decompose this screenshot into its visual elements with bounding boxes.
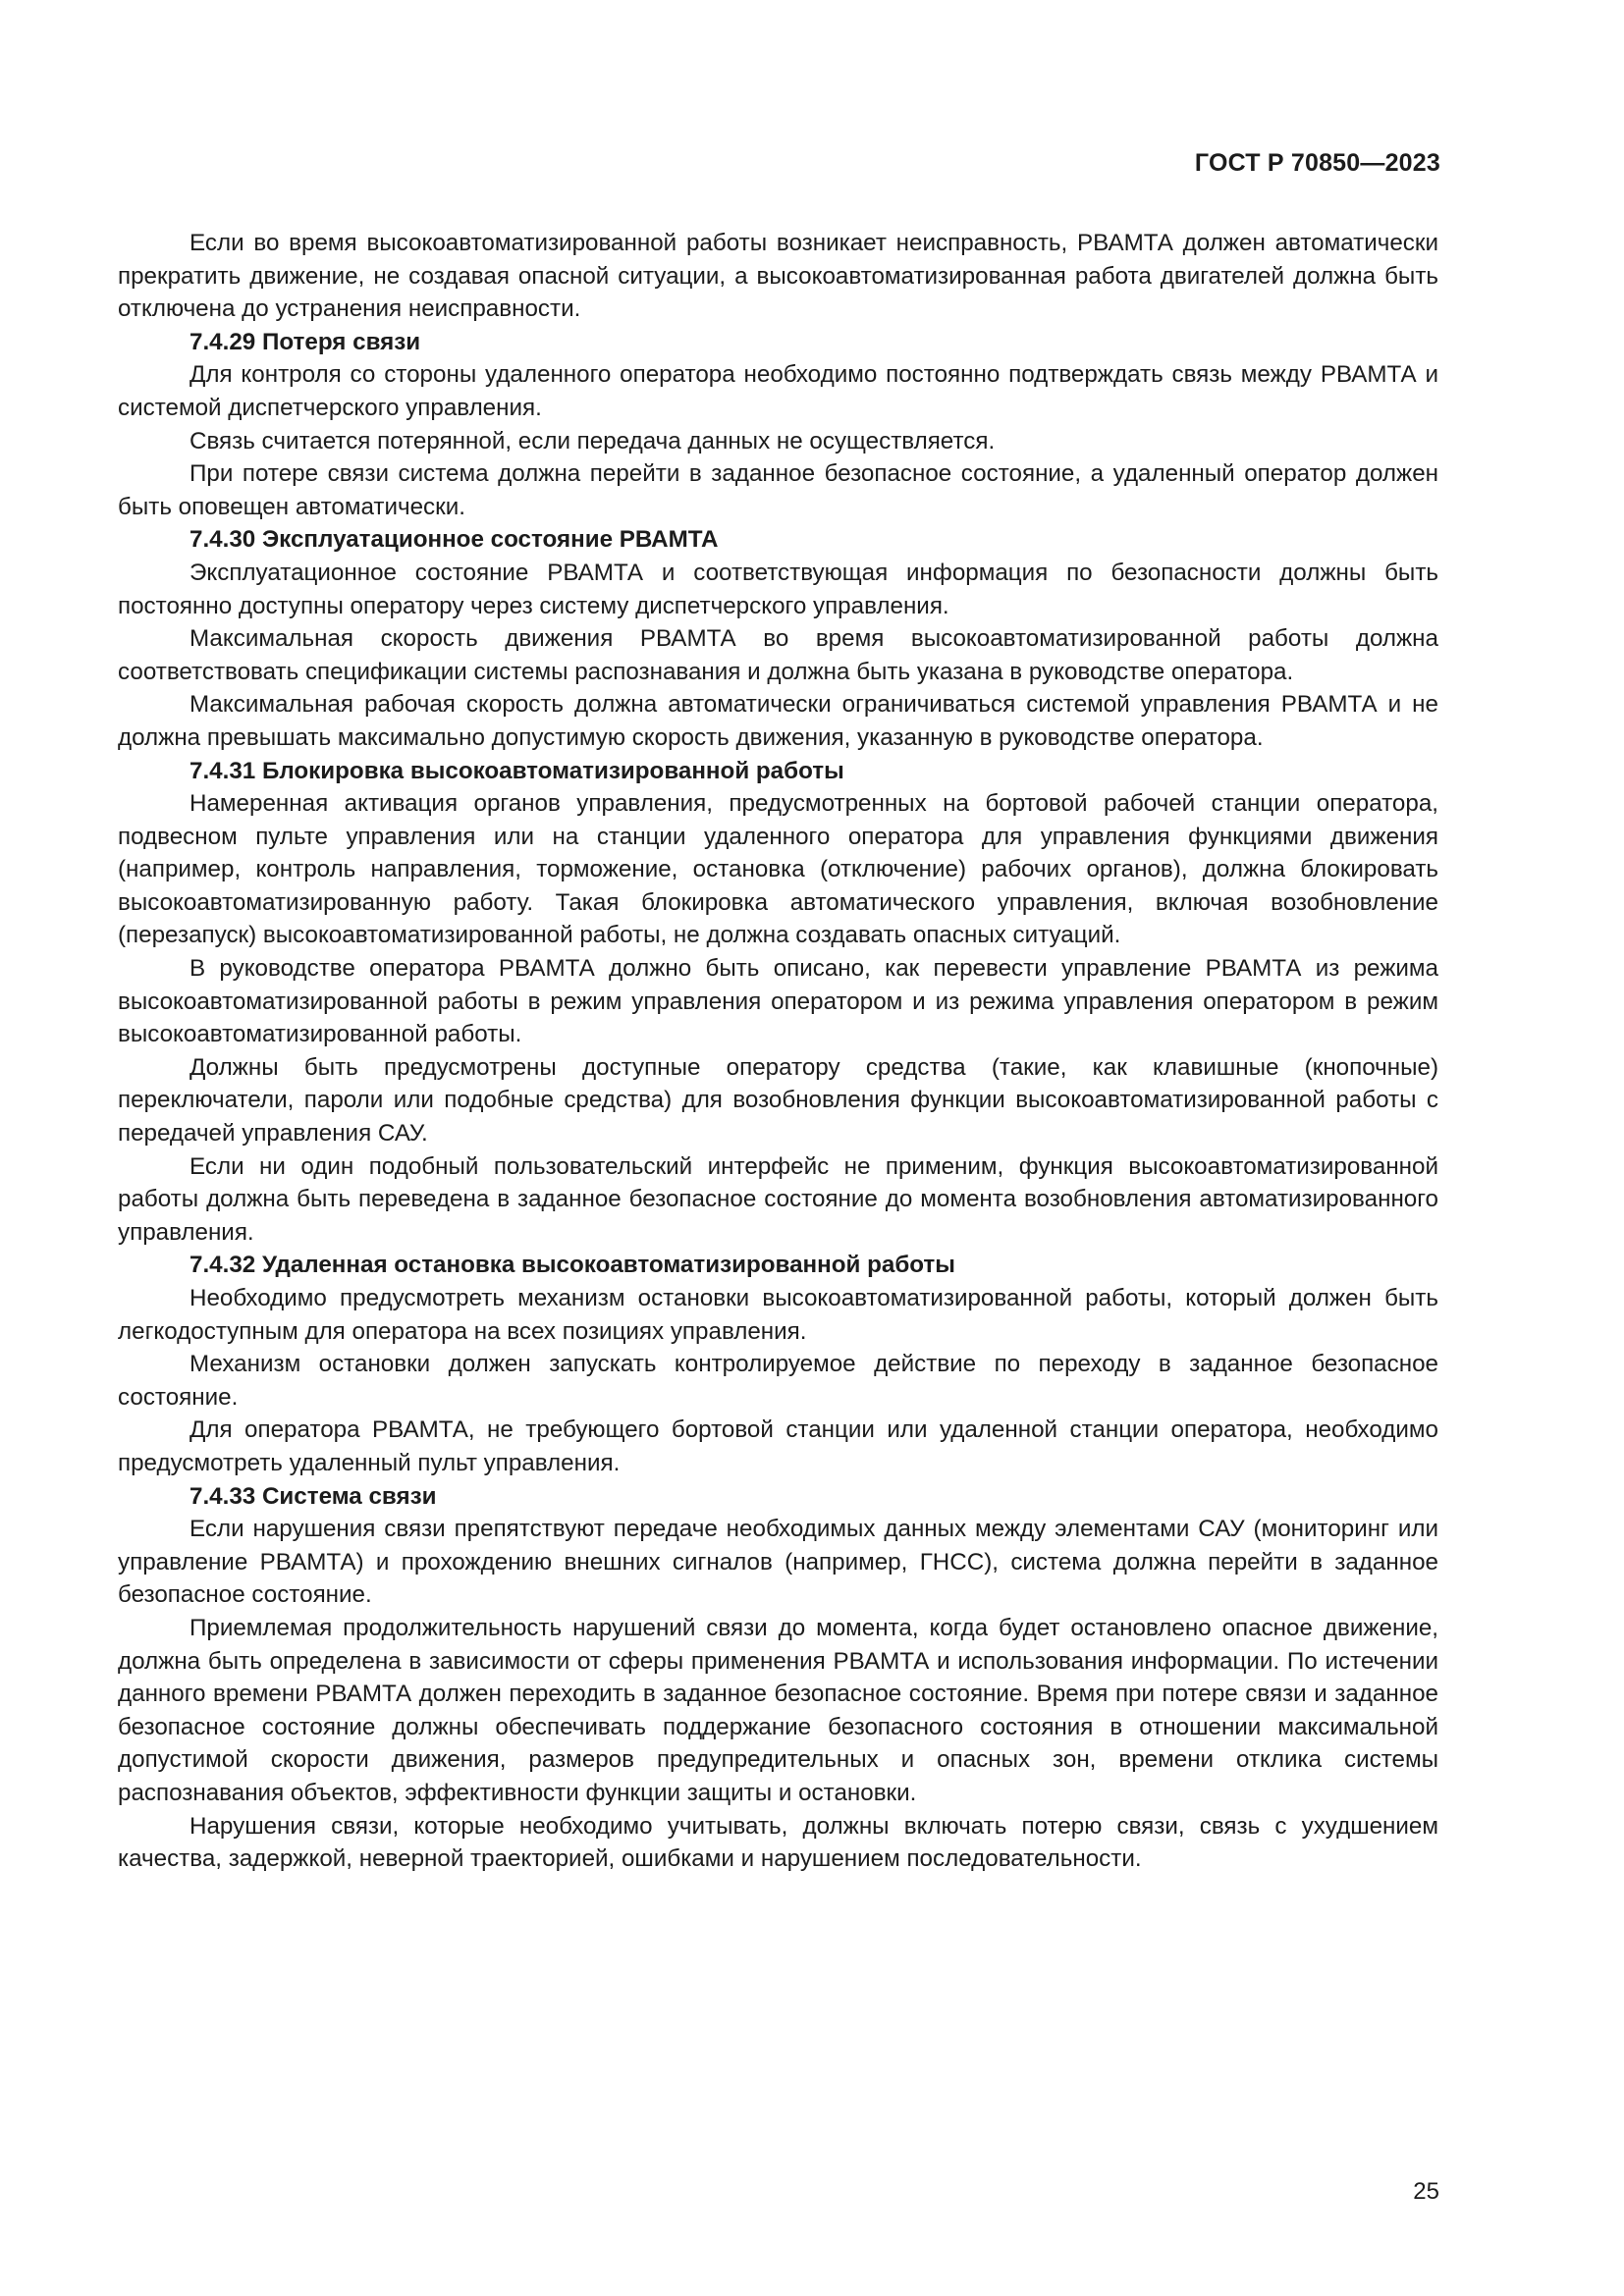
body-paragraph: Нарушения связи, которые необходимо учитывать, должны включать потерю связи, связь с ухудшением качества, задержкой, неверной траекторией, ошибками и нарушением последовательности.	[118, 1812, 1438, 1873]
section-heading: 7.4.32 Удаленная остановка высокоавтоматизированной работы	[189, 1252, 955, 1279]
section-heading: 7.4.31 Блокировка высокоавтоматизированной работы	[189, 757, 844, 784]
body-paragraph: Максимальная скорость движения РВАМТА во время высокоавтоматизированной работы должна соответствовать спецификации системы распознавания и должна быть указана в руководстве оператора.	[118, 625, 1438, 685]
body-paragraph: Должны быть предусмотрены доступные оператору средства (такие, как клавишные (кнопочные) переключатели, пароли или подобные средства) для возобновления функции высокоавтоматизированной работы с передачей управления САУ.	[118, 1053, 1438, 1148]
body-paragraph: Для оператора РВАМТА, не требующего бортовой станции или удаленной станции оператора, необходимо предусмотреть удаленный пульт управления.	[118, 1416, 1438, 1476]
section-heading: 7.4.33 Система связи	[189, 1482, 437, 1510]
body-paragraph: Механизм остановки должен запускать контролируемое действие по переходу в заданное безопасное состояние.	[118, 1351, 1438, 1411]
body-paragraph: Необходимо предусмотреть механизм остановки высокоавтоматизированной работы, который должен быть легкодоступным для оператора на всех позициях управления.	[118, 1285, 1438, 1345]
page-number: 25	[1413, 2178, 1439, 2205]
body-paragraph: Эксплуатационное состояние РВАМТА и соответствующая информация по безопасности должны быть постоянно доступны оператору через систему диспетчерского управления.	[118, 559, 1438, 619]
body-paragraph: Намеренная активация органов управления, предусмотренных на бортовой рабочей станции оператора, подвесном пульте управления или на станции удаленного оператора для управления функциями движения (например, контроль направления, торможение, остановка (отключение) рабочих органов), должна блокировать высокоавтоматизированную работу. Такая блокировка автоматического управления, включая возобновление (перезапуск) высокоавтоматизированной работы, не должна создавать опасных ситуаций.	[118, 790, 1438, 949]
body-paragraph: При потере связи система должна перейти в заданное безопасное состояние, а удаленный оператор должен быть оповещен автоматически.	[118, 460, 1438, 520]
body-paragraph: Для контроля со стороны удаленного оператора необходимо постоянно подтверждать связь между РВАМТА и системой диспетчерского управления.	[118, 361, 1438, 421]
body-paragraph: Максимальная рабочая скорость должна автоматически ограничиваться системой управления РВАМТА и не должна превышать максимально допустимую скорость движения, указанную в руководстве оператора.	[118, 691, 1438, 751]
document-body	[118, 227, 1438, 1876]
body-paragraph: Если во время высокоавтоматизированной работы возникает неисправность, РВАМТА должен автоматически прекратить движение, не создавая опасной ситуации, а высокоавтоматизированная работа двигателей должна быть отключена до устранения неисправности.	[118, 230, 1438, 323]
section-heading: 7.4.29 Потеря связи	[189, 328, 421, 355]
body-paragraph: Приемлемая продолжительность нарушений связи до момента, когда будет остановлено опасное движение, должна быть определена в зависимости от сферы применения РВАМТА и использования информации. По истечении данного времени РВАМТА должен переходить в заданное безопасное состояние. Время при потере связи и заданное безопасное состояние должны обеспечивать поддержание безопасного состояния в отношении максимальной допустимой скорости движения, размеров предупредительных и опасных зон, времени отклика системы распознавания объектов, эффективности функции защиты и остановки.	[118, 1614, 1438, 1806]
body-paragraph: В руководстве оператора РВАМТА должно быть описано, как перевести управление РВАМТА из режима высокоавтоматизированной работы в режим управления оператором и из режима управления оператором в режим высокоавтоматизированной работы.	[118, 955, 1438, 1048]
document-header: ГОСТ Р 70850—2023	[1194, 149, 1440, 177]
body-paragraph: Если ни один подобный пользовательский интерфейс не применим, функция высокоавтоматизированной работы должна быть переведена в заданное безопасное состояние до момента возобновления автоматизированного управления.	[118, 1152, 1438, 1246]
body-paragraph: Связь считается потерянной, если передача данных не осуществляется.	[189, 427, 996, 454]
section-heading: 7.4.30 Эксплуатационное состояние РВАМТА	[189, 526, 719, 554]
body-paragraph: Если нарушения связи препятствуют передаче необходимых данных между элементами САУ (мониторинг или управление РВАМТА) и прохождению внешних сигналов (например, ГНСС), система должна перейти в заданное безопасное состояние.	[118, 1516, 1438, 1609]
